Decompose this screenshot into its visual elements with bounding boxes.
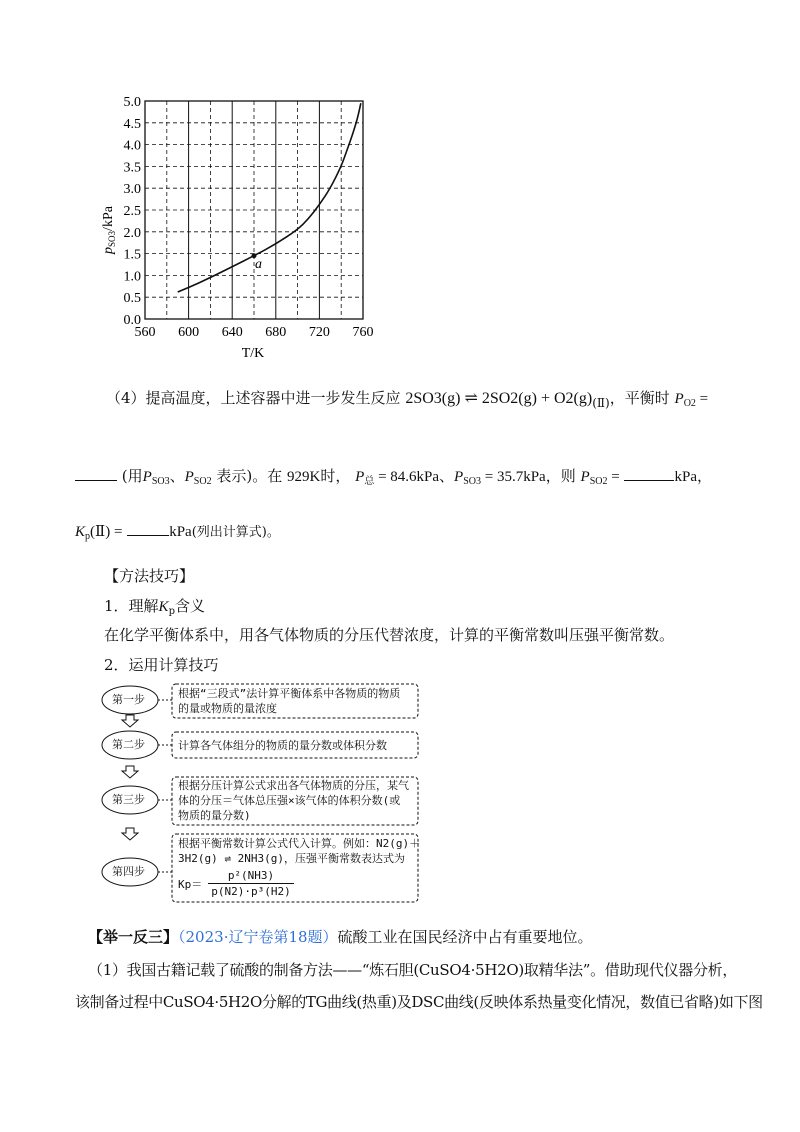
y-tick-label: 2.0 — [123, 225, 141, 241]
example-bracket: 【举一反三】 — [88, 928, 179, 946]
p-so2-label: P — [580, 469, 590, 485]
step4-line: 3H2(g) ⇌ 2NH3(g)，压强平衡常数表达式为 — [178, 852, 405, 865]
unit-kpa-2: kPa — [169, 524, 192, 540]
kp-expression — [75, 524, 122, 540]
q4-prefix: （4）提高温度，上述容器中进一步发生反应 — [106, 389, 401, 407]
unit-kpa-1: kPa， — [674, 469, 712, 485]
p-total-eq: = 84.6kPa、 — [374, 469, 455, 485]
step3-label: 第三步 — [112, 793, 145, 806]
example-source: （2023·辽宁卷第18题） — [178, 928, 338, 946]
then-word: ，则 — [545, 467, 576, 485]
answer-blank-p-o2[interactable] — [75, 464, 117, 481]
step2-text — [178, 738, 387, 753]
line2-open: (用 — [121, 467, 143, 485]
y-tick-label: 4.5 — [123, 116, 141, 132]
step2-label: 第二步 — [112, 738, 145, 751]
x-tick-label: 640 — [221, 325, 243, 340]
p-total-sub: 总 — [364, 476, 375, 487]
p-o2-sub: O2 — [683, 398, 696, 409]
reaction-equation: 2SO3(g) ⇌ 2SO2(g) + O2(g) — [405, 390, 593, 407]
y-tick-label: 1.5 — [123, 247, 141, 263]
x-tick-label: 560 — [134, 325, 156, 340]
kp-note: (列出计算式)。 — [191, 525, 280, 540]
p-so3-label: P — [454, 469, 464, 485]
q4-line2 — [75, 464, 712, 492]
method-point2: 2．运用计算技巧 — [104, 656, 219, 674]
down-arrow-icon — [122, 766, 138, 778]
step2-line: 计算各气体组分的物质的量分数或体积分数 — [178, 739, 387, 752]
y-tick-label: 0.5 — [123, 291, 141, 307]
line2-p1-label: P — [142, 469, 152, 485]
x-tick-label: 600 — [178, 325, 200, 340]
step3-text — [178, 778, 409, 823]
p-so3-eq: = 35.7kPa — [481, 469, 546, 485]
reaction-tag: (Ⅱ) — [592, 396, 610, 410]
line2-p2-sub: SO2 — [193, 476, 212, 487]
p-total — [355, 469, 454, 485]
y-tick-label: 3.0 — [123, 182, 141, 198]
line2-p2-label: P — [184, 469, 194, 485]
line2-p1-sub: SO3 — [151, 476, 170, 487]
p-o2-label: P — [674, 391, 684, 407]
p-so3-sub: SO3 — [463, 476, 481, 487]
p-total-label: P — [355, 469, 365, 485]
step1-label: 第一步 — [112, 693, 145, 706]
x-tick-label: 760 — [352, 325, 374, 340]
y-axis-label-unit: /kPa — [101, 206, 116, 231]
kp-formula-numerator: p²(NH3) — [208, 868, 294, 884]
example-line2: 该制备过程中CuSO4·5H2O分解的TG曲线(热重)及DSC曲线(反映体系热量变化情况，数值已省略)如下图 — [75, 993, 763, 1011]
p-o2-eq: = — [695, 391, 709, 407]
step1-text — [178, 686, 400, 716]
x-tick-label: 720 — [308, 325, 330, 340]
answer-blank-kp[interactable] — [127, 519, 169, 536]
series-line-pso3 — [178, 103, 361, 292]
pso3-temperature-chart — [95, 95, 385, 365]
method-p1-tail: 含义 — [174, 597, 205, 615]
method-point1-body: 在化学平衡体系中，用各气体物质的分压代替浓度，计算的平衡常数叫压强平衡常数。 — [104, 626, 675, 644]
y-tick-label: 5.0 — [123, 95, 141, 110]
method-heading: 【方法技巧】 — [104, 567, 195, 585]
line2-close: 表示)。在 — [211, 467, 283, 485]
p-so2-sub: SO2 — [589, 476, 608, 487]
step3-line: 体的分压＝气体总压强×该气体的体积分数(或 — [178, 794, 401, 807]
y-tick-label: 2.5 — [123, 204, 141, 219]
step4-label: 第四步 — [112, 865, 145, 878]
point-a-label: a — [255, 256, 262, 272]
y-axis-label-sub: SO3 — [107, 230, 117, 247]
p-so3 — [454, 469, 546, 485]
p-so2-eq: = — [607, 469, 620, 485]
method-p1-ksub: p — [168, 606, 175, 617]
method-p1-num: 1．理解 — [104, 597, 159, 615]
kp-sub: p — [85, 531, 91, 542]
p-o2 — [675, 391, 709, 407]
q4-line1 — [106, 388, 708, 414]
step4-line: 根据平衡常数计算公式代入计算。例如：N2(g)＋ — [178, 837, 421, 850]
x-tick-label: 680 — [265, 325, 287, 340]
method-p1-k: K — [158, 599, 169, 615]
kp-arg: (Ⅱ) = — [90, 524, 123, 540]
q4-tail: ，平衡时 — [609, 389, 670, 407]
step3-line: 物质的量分数) — [178, 809, 251, 822]
example-line1: （1）我国古籍记载了硫酸的制备方法——“炼石胆(CuSO4·5H2O)取精华法”。借助现代仪器分析， — [88, 961, 738, 979]
chart-grid — [145, 101, 363, 319]
y-tick-label: 4.0 — [123, 138, 141, 154]
y-tick-label: 0.0 — [123, 313, 141, 328]
down-arrow-icon — [122, 828, 138, 840]
answer-blank-p-so2[interactable] — [624, 464, 674, 481]
example-heading — [88, 927, 593, 947]
p-so2 — [581, 469, 620, 485]
y-tick-label: 1.0 — [123, 269, 141, 285]
y-axis-label-main: p — [101, 246, 116, 254]
down-arrow-icon — [122, 715, 138, 727]
step3-line: 根据分压计算公式求出各气体物质的分压，某气 — [178, 779, 409, 792]
step4-text — [178, 836, 420, 866]
chart-ticks — [124, 95, 374, 340]
time-word: 时， — [320, 467, 351, 485]
x-axis-label: T/K — [241, 346, 265, 361]
y-axis-label — [101, 205, 117, 255]
temperature-value: 929K — [287, 469, 321, 485]
y-tick-label: 3.5 — [123, 160, 141, 176]
step1-line: 的量或物质的量浓度 — [178, 702, 277, 715]
step1-line: 根据“三段式”法计算平衡体系中各物质的物质 — [178, 687, 401, 700]
method-point1 — [104, 596, 205, 622]
kp-label: K — [75, 524, 86, 540]
kp-formula-lhs: Kp＝ — [178, 878, 203, 891]
q4-line3 — [75, 519, 280, 547]
line2-sep: 、 — [169, 467, 185, 485]
kp-formula-denominator: p(N2)·p³(H2) — [211, 885, 291, 898]
example-text: 硫酸工业在国民经济中占有重要地位。 — [337, 928, 593, 946]
